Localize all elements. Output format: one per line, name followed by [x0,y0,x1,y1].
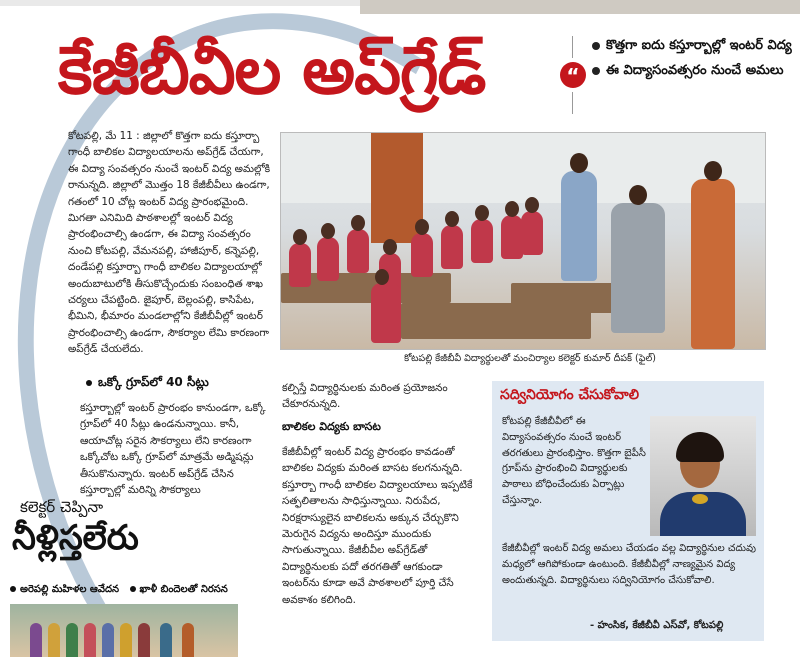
main-headline: కేజీబీవీల అప్‌గ్రేడ్‌ [58,32,486,109]
officer-portrait [650,416,756,536]
article-column-4: కేజీబీవీల్లో ఇంటర్‌ విద్య ప్రారంభం కావడంతో బాలికల విద్యకు మరింత బాసట కలగనున్నది. కస్తూర్బా గాంధీ బాలికల విద్యాలయాలు ఇప్పటికే సత్ఫలితాలను సాధిస్తున్నాయి. నిరుపేద, నిరక్షరాస్యులైన బాలికలను అక్కున చేర్చుకొని మెరుగైన విద్యను అందిస్తూ ముందుకు సాగుతున్నాయి. కేజీబీవీల అప్‌గ్రేడ్‌తో విద్యార్థినులకు పదో తరగతితో ఆగకుండా ఇంటర్‌ను కూడా అవే పాఠశాలలో పూర్తి చేసే అవకాశం కలిగింది. [282,446,473,606]
photo-caption: కోటపల్లి కేజీబీవీ విద్యార్థులతో మంచిర్యాల కలెక్టర్‌ కుమార్‌ దీపక్‌ (ఫైల్‌) [404,353,656,364]
quote-box-text-1: కోటపల్లి కేజీబీవీలో ఈ విద్యాసంవత్సరం నుంచే ఇంటర్‌ తరగతులు ప్రారంభిస్తాం. కొత్తగా బైపీసీ గ్రూప్‌ను ప్రారంభించి విద్యార్థులకు పాఠాలు బోధించేందుకు ఏర్పాట్లు చేస్తున్నాం. [502,416,646,506]
article-column-2: కస్తూర్బాల్లో ఇంటర్‌ ప్రారంభం కానుండగా, ఒక్కో గ్రూప్‌లో 40 సీట్లు ఉండనున్నాయి. కానీ, ఆయాచోట్ల సరైన సౌకర్యాలు లేని కారణంగా ఒక్కోచోట ఒక్కో గ్రూప్‌లో మాత్రమే అడ్మిషన్లు తీసుకొనున్నారు. ఇంటర్‌ అప్‌గ్రేడ్‌ చేసిన కస్తూర్బాల్లో మరిన్ని సౌకర్యాలు [80,402,266,497]
quote-icon: “ [560,62,586,88]
highlight-item: ఈ విద్యాసంవత్సరం నుంచే అమలు [592,61,792,80]
highlights-list [592,36,792,86]
top-strip-left [0,0,360,6]
bullet-icon [10,586,16,592]
quote-box-signature: - హంసిక, కేజీబీవీ ఎస్‌వో, కోటపల్లి [590,620,724,631]
subheading-education: బాలికల విద్యకు బాసట [282,420,381,433]
bullet-icon [592,67,600,75]
quote-box-text-2: కేజీబీవీల్లో ఇంటర్‌ విద్య అమలు చేయడం వల్ల విద్యార్థినుల చదువు మధ్యలో ఆగిపోకుండా ఉంటుంది. కేజీబీవీల్లో నాణ్యమైన విద్య అందుతున్నది. విద్యార్థినులు సద్వినియోగం చేసుకోవాలి. [502,543,756,586]
story2-headline: నీళ్లిస్తలేరు [12,518,139,558]
bullet-icon [592,42,600,50]
quote-box-title: సద్వినియోగం చేసుకోవాలి [500,387,639,403]
article-column-3: కల్పిస్తే విద్యార్థినులకు మరింత ప్రయోజనం చేకూరనున్నది. [282,382,448,411]
bullet-icon [130,586,136,592]
subheading-seats: ఒక్కో గ్రూప్‌లో 40 సీట్లు [86,375,209,392]
story2-kicker: కలెక్టర్‌ చెప్పినా [20,498,104,516]
article-column-1: కోటపల్లి, మే 11 : జిల్లాలో కొత్తగా ఐదు కస్తూర్బా గాంధీ బాలికల విద్యాలయాలను అప్‌గ్రేడ్‌ చేయగా, ఈ విద్యా సంవత్సరం నుంచే ఇంటర్‌ విద్య అమల్లోకి రానున్నది. జిల్లాలో మొత్తం 18 కేజీబీవీలు ఉండగా, గతంలో 10 చోట్ల ఇంటర్‌ విద్య ప్రారంభమైంది. మిగతా ఎనిమిది పాఠశాలల్లో ఇంటర్‌ విద్య ప్రారంభించాల్సి ఉండగా, ఈ విద్యా సంవత్సరం నుంచి కోటపల్లి, వేమనపల్లి, హాజీపూర్‌, కన్నెపల్లి, దండేపల్లి కస్తూర్బా గాంధీ బాలికల విద్యాలయాల్లో అందుబాటులోకి తీసుకొచ్చేందుకు సంబంధిత శాఖ చర్యలు చేపట్టింది. జైపూర్‌, బెల్లంపల్లి, కాసిపేట, భీమిని, భీమారం మండలాల్లోని కేజీబీవీల్లో ఇంటర్‌ ప్రారంభించాల్సి ఉండగా, సౌకర్యాల లేమి కారణంగా అప్‌గ్రేడ్‌ చేయలేదు. [68,130,271,356]
divider-top [572,36,573,58]
protest-photo [10,604,238,657]
top-strip [360,0,800,14]
classroom-photo [280,132,766,350]
divider-bottom [572,92,573,114]
highlight-item: కొత్తగా ఐదు కస్తూర్బాల్లో ఇంటర్‌ విద్య [592,36,792,55]
story2-bullets: అరెపల్లి మహిళల ఆవేదన ఖాళీ బిందెలతో నిరసన [10,583,228,597]
